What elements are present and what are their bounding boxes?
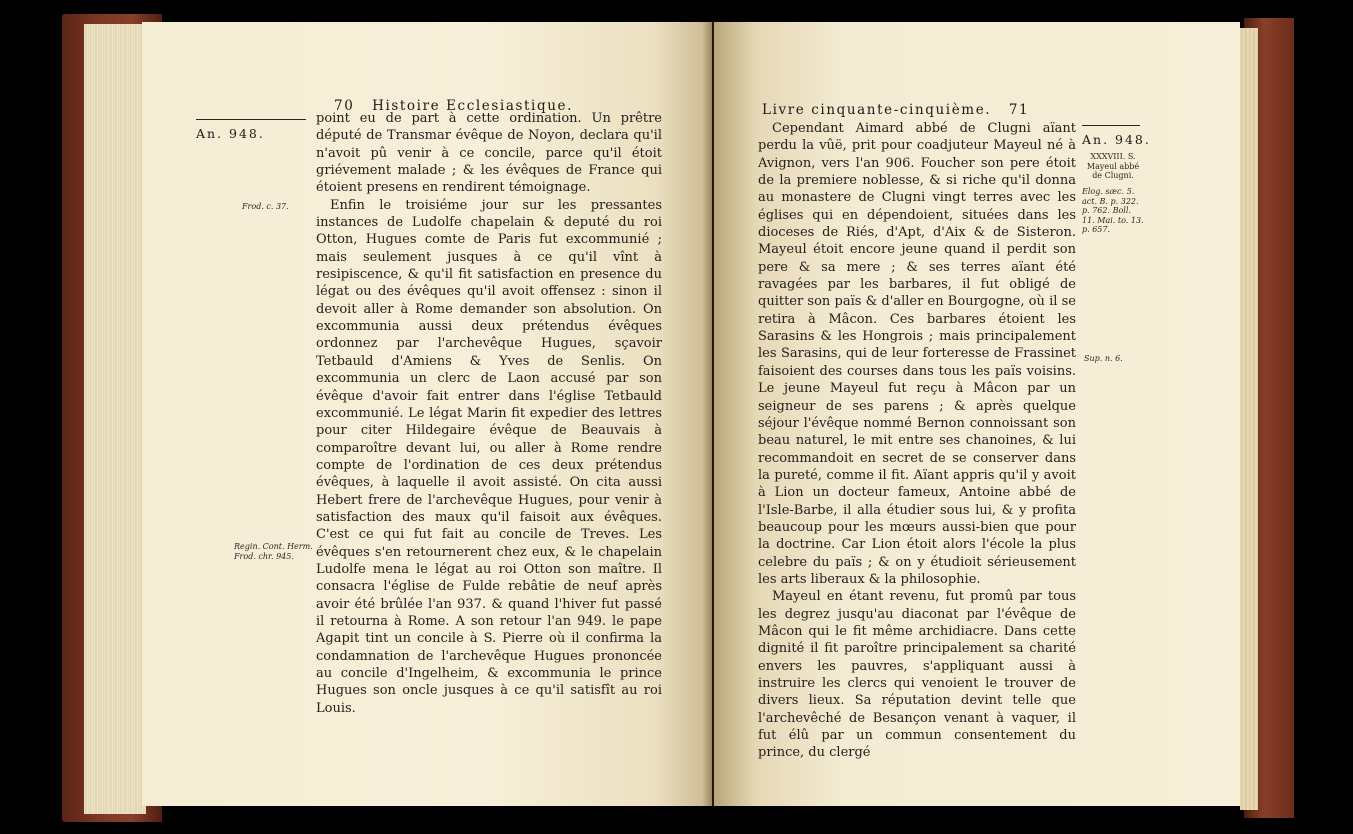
right-page-title: Livre cinquante-cinquième.	[762, 102, 992, 118]
left-page	[142, 22, 712, 806]
right-body-text	[758, 120, 1076, 762]
margin-note-elog: Elog. sæc. 5. act. B. p. 322. p. 762. Boll. 11. Mai. to. 13. p. 657.	[1082, 187, 1144, 234]
open-book	[62, 14, 1294, 822]
left-paragraph-1: point eu de part à cette ordination. Un prêtre député de Transmar évêque de Noyon, declara qu'il n'avoit pû venir à ce concile, parce qu'il étoit griévement malade ; & les évêques de France qui étoient presens en rendirent témoignage.	[316, 111, 662, 196]
left-body-text	[316, 110, 662, 717]
margin-note-frod: Frod. c. 37.	[242, 202, 289, 211]
right-page	[714, 22, 1240, 806]
left-page-title: Histoire Ecclesiastique.	[372, 98, 573, 114]
right-running-head	[762, 102, 1029, 118]
margin-note-regin: Regin. Cont. Herm. Frod. chr. 945.	[234, 542, 313, 561]
left-page-number: 70	[334, 98, 355, 114]
right-paragraph-1: Cependant Aimard abbé de Clugni aïant perdu la vûë, prit pour coadjuteur Mayeul né à Avignon, vers l'an 906. Foucher son pere étoit de la premiere noblesse, & si riche qu'il donna au monastere de Clugni vingt terres avec les églises qui en dépendoient, situées dans les dioceses de Riés, d'Apt, d'Aix & de Sisteron. Mayeul étoit encore jeune quand il perdit son pere & sa mere ; & ses terres aïant été ravagées par les barbares, il fut obligé de quitter son païs & d'aller en Bourgogne, où il se retira à Mâcon. Ces barbares étoient les Sarasins & les Hongrois ; mais principalement les Sarasins, qui de leur forteresse de Frassinet faisoient des courses dans tous les païs voisins. Le jeune Mayeul fut reçu à Mâcon par un seigneur de ses parens ; & après quelque séjour l'évêque nommé Bernon connoissant son beau naturel, le mit entre ses chanoines, & lui recommandoit en secret de se conserver dans la pureté, comme il fit. Aïant appris qu'il y avoit à Lion un docteur fameux, Antoine abbé de l'Isle-Barbe, il alla étudier sous lui, & y profita beaucoup pour les mœurs aussi-bien que pour la doctrine. Car Lion étoit alors l'école la plus celebre du païs ; & on y étudioit sérieusement les arts liberaux & la philosophie.	[758, 121, 1076, 587]
right-margin-rule	[1082, 125, 1140, 126]
margin-note-xxxviii: XXXVIII. S. Mayeul abbé de Clugni.	[1086, 152, 1140, 180]
right-page-edges	[1240, 28, 1258, 810]
margin-note-sup: Sup. n. 6.	[1084, 354, 1123, 363]
left-margin-year: An. 948.	[196, 126, 265, 141]
right-paragraph-2: Mayeul en étant revenu, fut promû par tous les degrez jusqu'au diaconat par l'évêque de Mâcon qui le fit même archidiacre. Dans cette dignité il fit paroître principalement sa charité envers les pauvres, s'appliquant aussi à instruire les clercs qui venoient le trouver de divers lieux. Sa réputation devint telle que l'archevêché de Besançon venant à vaquer, il fut élû par un commun consentement du prince, du clergé	[758, 589, 1076, 761]
right-margin-year: An. 948.	[1082, 132, 1151, 147]
left-margin-rule	[196, 119, 306, 120]
right-page-number: 71	[1008, 102, 1030, 118]
left-page-edges	[84, 24, 146, 814]
left-paragraph-2: Enfin le troisiéme jour sur les pressantes instances de Ludolfe chapelain & deputé du roi Otton, Hugues comte de Paris fut excommunié ; mais seulement jusques à ce qu'il vînt à resipiscence, & qu'il fit satisfaction en presence du légat ou des évêques qu'il avoit offensez : sinon il devoit aller à Rome demander son absolution. On excommunia aussi deux prétendus évêques ordonnez par l'archevêque Hugues, sçavoir Tetbauld d'Amiens & Yves de Senlis. On excommunia un clerc de Laon accusé par son évêque d'avoir fait entrer dans l'église Tetbauld excommunié. Le légat Marin fit expedier des lettres pour citer Hildegaire évêque de Beauvais à comparoître devant lui, ou aller à Rome rendre compte de l'ordination de ces deux prétendus évêques, à laquelle il avoit assisté. On cita aussi Hebert frere de l'archevêque Hugues, pour venir à satisfaction des maux qu'il faisoit aux évêques. C'est ce qui fut fait au concile de Treves. Les évêques s'en retournerent chez eux, & le chapelain Ludolfe mena le légat au roi Otton son maître. Il consacra l'église de Fulde rebâtie de neuf après avoir été brûlée l'an 937. & quand l'hiver fut passé il retourna à Rome. A son retour l'an 949. le pape Agapit tint un concile à S. Pierre où il confirma la condamnation de l'archevêque Hugues prononcée au concile d'Ingelheim, & excommunia le prince Hugues son oncle jusques à ce qu'il satisfît au roi Louis.	[316, 197, 662, 716]
